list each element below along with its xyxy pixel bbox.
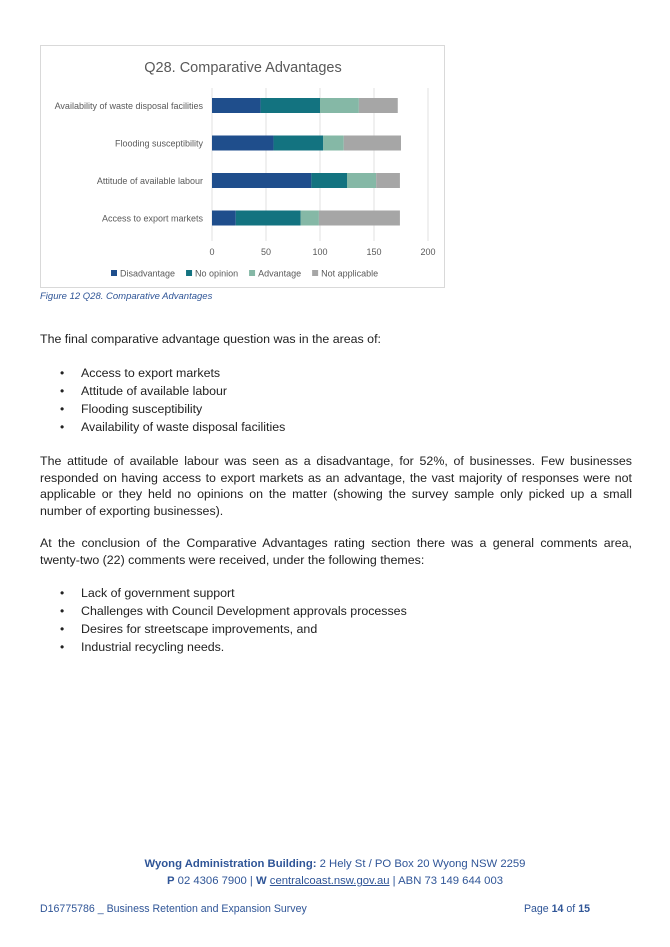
category-label: Attitude of available labour (96, 176, 203, 186)
x-tick-label: 150 (366, 247, 382, 257)
legend-label: Advantage (258, 268, 302, 279)
bar-segment (344, 136, 401, 151)
category-label: Flooding susceptibility (114, 138, 203, 149)
bar-segment (261, 98, 320, 113)
separator: | (249, 875, 253, 887)
labour-paragraph: The attitude of available labour was seen as a disadvantage, for 52%, of businesses. Few businesses responded on having access to export markets as an advantage, the vast majority of responses were not applicable or they held no opinions on the matter (showing the survey sample only picked up a small number of exporting businesses). (40, 454, 632, 518)
chart-title: Q28. Comparative Advantages (144, 60, 342, 76)
web-label: W (255, 875, 267, 887)
separator: | (392, 875, 396, 887)
bullet-list-areas (40, 364, 285, 436)
phone-label: P (166, 875, 175, 887)
list-item: • Desires for streetscape improvements, and (40, 620, 407, 638)
legend-swatch (312, 270, 318, 276)
chart-container (40, 45, 445, 288)
x-tick-label: 0 (209, 247, 215, 257)
bar-segment (301, 211, 319, 226)
stacked-bar-chart (41, 46, 446, 289)
bar-segment (212, 173, 311, 188)
bar-segment (376, 173, 400, 188)
bar-segment (274, 136, 324, 151)
page-total: 15 (578, 903, 590, 915)
intro-paragraph: The final comparative advantage question was in the areas of: (40, 332, 381, 346)
building-address: 2 Hely St / PO Box 20 Wyong NSW 2259 (319, 858, 526, 870)
bar-segment (236, 211, 301, 226)
bar-segment (212, 98, 261, 113)
footer-address-line (0, 858, 670, 870)
category-label: Access to export markets (101, 213, 203, 224)
list-item: • Availability of waste disposal facilities (40, 418, 285, 436)
bar-segment (212, 211, 236, 226)
bar-segment (212, 136, 274, 151)
list-item: • Industrial recycling needs. (40, 638, 407, 656)
list-item: • Lack of government support (40, 584, 407, 602)
bar-segment (347, 173, 376, 188)
list-item: • Attitude of available labour (40, 382, 285, 400)
bar-segment (323, 136, 344, 151)
page-number (524, 903, 590, 915)
phone-number: 02 4306 7900 (177, 875, 247, 887)
x-tick-label: 100 (312, 247, 328, 257)
bar-segment (320, 98, 359, 113)
page-of: of (566, 903, 576, 915)
legend-swatch (186, 270, 192, 276)
figure-caption: Figure 12 Q28. Comparative Advantages (40, 291, 213, 302)
legend-swatch (111, 270, 117, 276)
category-label: Availability of waste disposal facilities (54, 101, 203, 111)
bar-segment (359, 98, 398, 113)
footer-contact-line (0, 875, 670, 887)
page-current: 14 (551, 903, 564, 915)
page-prefix: Page (523, 903, 549, 915)
bullet-list-themes (40, 584, 407, 656)
website-link[interactable]: centralcoast.nsw.gov.au (269, 875, 390, 887)
x-tick-label: 200 (420, 247, 436, 257)
building-label: Wyong Administration Building: (144, 858, 317, 870)
legend-label: Disadvantage (120, 268, 176, 279)
legend-label: Not applicable (321, 268, 379, 279)
abn: ABN 73 149 644 003 (398, 875, 504, 887)
legend-label: No opinion (195, 268, 239, 279)
list-item: • Challenges with Council Development approvals processes (40, 602, 407, 620)
comments-paragraph: At the conclusion of the Comparative Advantages rating section there was a general comments area, twenty-two (22) comments were received, under the following themes: (40, 536, 632, 567)
document-id: D16775786 _ Business Retention and Expansion Survey (40, 903, 307, 915)
list-item: • Flooding susceptibility (40, 400, 285, 418)
bar-segment (311, 173, 347, 188)
list-item: • Access to export markets (40, 364, 285, 382)
bar-segment (319, 211, 400, 226)
legend-swatch (249, 270, 255, 276)
x-tick-label: 50 (260, 247, 272, 257)
